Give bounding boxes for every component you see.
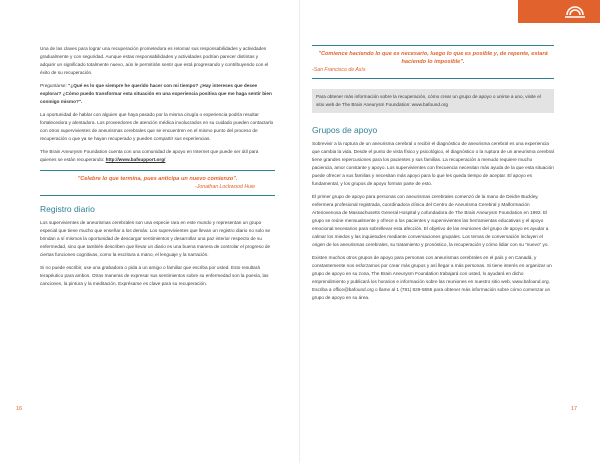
sunrise-icon — [564, 5, 586, 19]
diary-paragraph: Si no puede escribir, use una grabadora o pida a un amigo o familiar que escriba por usted. Esto resultará terapéutico para ambos. Otras maneras de expresar sus sentimientos sobre su enfermedad son la poesía, las canciones, la pintura y la meditación. Exprésarse es clave para su recuperación. — [40, 265, 269, 286]
section-title-support: Grupos de apoyo — [312, 125, 378, 135]
quote-author: -San Francisco de Asís — [312, 67, 366, 73]
brand-bar — [518, 0, 600, 23]
page-number-left: 16 — [16, 406, 23, 412]
questions-prefix: Preguntarse: — [40, 83, 69, 88]
support-paragraph: Existen muchos otros grupos de apoyo para personas con aneurismas cerebrales en el país y en Canadá, y constantemente nos esforzamos por crear más grupos y así llegar a más personas. Si tiene interés en organizar un grupo de apoyo en su zona, The Brain Aneurysm Foundation trabajará con usted, lo ayudará en dicho emprendimiento y publicará los horarios e información sobre las reuniones en nuestro sitio web, www.bafound.org. Escriba a office@bafound.org o llame al 1 (781) 826-5556 para obtener más información sobre cómo comenzar un grupo de apoyo en su área. — [312, 255, 552, 300]
support-paragraph: El primer grupo de apoyo para personas con aneurismas cerebrales comenzó de la mano de Deidre Buckley, enfermera profesional registrada, coordinadora clínica del Centro de Aneurisma Cerebral y Malformación Arteriovenosa de Massachusetts General Hospital y cofundadora de The Brain Aneurysm Foundation en 1992. El grupo se reúne mensualmente y ofrece a los pacientes y supervivientes las herramientas educativas y el apoyo emocional necesarios para sobrellevar esta afección. El objetivo de las reuniones del grupo de apoyo es ayudar a calmar los miedos y las inquietudes mediante conversaciones grupales. Los temas de conversación incluyen el origen de los aneurismas cerebrales, su tratamiento y pronóstico, la recuperación y cómo lidiar con su "nuevo" yo. — [312, 194, 549, 247]
quote-text: "Celebre lo que termina, pues anticipa un nuevo comienzo". — [77, 176, 238, 182]
community-paragraph — [40, 148, 275, 164]
talk-paragraph: La oportunidad de hablar con alguien que haya pasado por la misma cirugía o experiencia podría resultar fortalecedora y alentadora. Los proveedores de atención médica involucrados en su cuidado pueden contactarlo con otros supervivientes de aneurismas cerebrales que se encuentren en el mismo punto del proceso de recuperación o que ya se hayan recuperado y pueden compartir sus experiencias. — [40, 112, 274, 141]
right-column — [312, 45, 554, 307]
support-paragraph: Sobrevivir a la ruptura de un aneurisma cerebral o recibir el diagnóstico de aneurisma cerebral es una experiencia que cambia la vida. Desde el punto de vista físico y psicológico, el diagnóstico o la ruptura de un aneurisma cerebral tiene grandes repercusiones para los pacientes y sus familias. La recuperación a menudo requiere mucho paciencia, amor constante y apoyo. Los supervivientes con frecuencia necesitan más ayuda de la que esta situación puede ofrecer a sus familias y necesitan más apoyo para lo que les queda tiempo de aceptar. El apoyo es fundamental, y los grupos de apoyo forman parte de esto. — [312, 141, 554, 186]
quote-text: "Comience haciendo lo que es necesario, luego lo que es posible y, de repente, estará haciendo lo imposible". — [318, 51, 548, 65]
left-column — [40, 45, 275, 293]
questions-text: "¿Qué es lo que siempre he querido hacer con mi tiempo? ¿Hay intereses que desee explorar? ¿Cómo puedo transformar esta situación en una experiencia positiva que me haga sentir bien conmigo mismo?". — [40, 83, 272, 104]
community-link[interactable]: http://www.bafsupport.org/ — [105, 157, 166, 162]
questions-paragraph — [40, 82, 275, 106]
intro-paragraph: Una de las claves para lograr una recuperación prometedora es retomar sus responsabilidades y actividades gradualmente y con seguridad. Aunque estas responsabilidades y actividades podrían parecer distintas y adquirir un significado totalmente nuevo, aún le permitirán sentir que está progresando y contribuyendo con el éxito de su recuperación. — [40, 46, 269, 75]
info-text: Para obtener más información sobre la recuperación, cómo crear un grupo de apoyo o unirse a uno, visite el sitio web de The Brain Aneurysm Foundation: www.bafound.org — [316, 94, 541, 107]
section-title-diary: Registro diario — [40, 204, 95, 214]
quote-author: -Jonathan Lockwood Huie — [195, 184, 255, 190]
page-number-right: 17 — [571, 406, 578, 412]
community-text: The Brain Aneurysm Foundation cuenta con una comunidad de apoyo en Internet que puede ser útil para quienes se están recuperando: — [40, 149, 259, 162]
pull-quote-right — [312, 45, 554, 79]
info-box — [312, 89, 554, 113]
pull-quote-left — [40, 170, 275, 196]
diary-paragraph: Los supervivientes de aneurismas cerebrales son una especie rara en este mundo y representan un grupo especial que tiene mucho que enseñar a los demás. Los supervivientes que llevan un registro diario no solo se brindan a sí mismos la oportunidad de descargar sentimientos y desarrollar una paz interior respecto de su enfermedad, sino que también describen que llevar un diario es una buena manera de controlar el progreso de ciertas funciones cognitivas, como la escritura a mano, el lenguaje y la narración. — [40, 220, 271, 257]
